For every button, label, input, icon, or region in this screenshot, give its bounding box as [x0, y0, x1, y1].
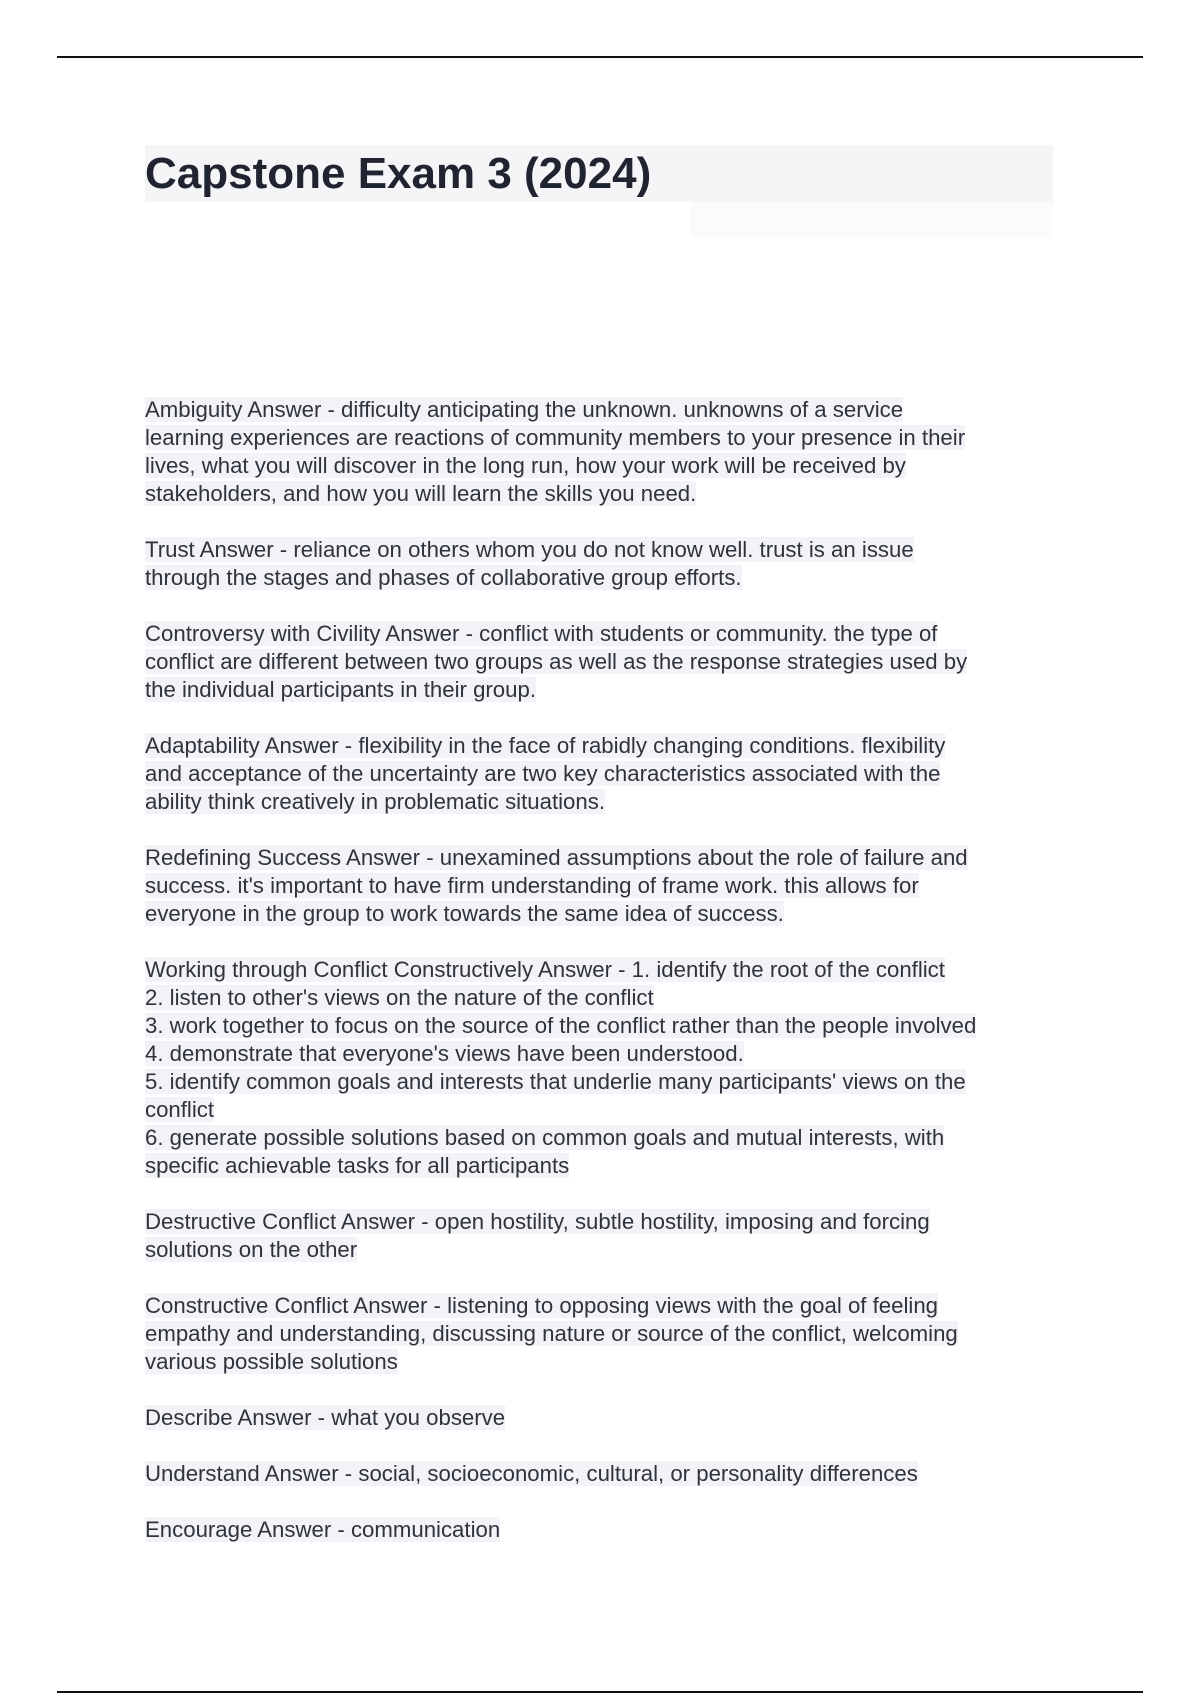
qa-line-text: empathy and understanding, discussing nature or source of the conflict, welcoming — [145, 1321, 958, 1346]
qa-list — [145, 396, 1070, 1572]
qa-line — [145, 620, 1070, 648]
qa-entry — [145, 620, 1070, 704]
qa-line-text: various possible solutions — [145, 1349, 398, 1374]
qa-line-text: Describe Answer - what you observe — [145, 1405, 506, 1430]
qa-line-text: 6. generate possible solutions based on common goals and mutual interests, with — [145, 1125, 945, 1150]
qa-line — [145, 1124, 1070, 1152]
qa-line — [145, 1012, 1070, 1040]
qa-line-text: Destructive Conflict Answer - open hostility, subtle hostility, imposing and forcing — [145, 1209, 930, 1234]
qa-line-text: and acceptance of the uncertainty are two key characteristics associated with the — [145, 761, 941, 786]
qa-line-text: conflict are different between two groups as well as the response strategies used by — [145, 649, 968, 674]
qa-line-text: specific achievable tasks for all participants — [145, 1153, 570, 1178]
qa-line-text: Working through Conflict Constructively Answer - 1. identify the root of the conflict — [145, 957, 945, 982]
qa-line — [145, 1320, 1070, 1348]
qa-line — [145, 452, 1070, 480]
qa-line-text: 4. demonstrate that everyone's views have been understood. — [145, 1041, 744, 1066]
qa-line — [145, 1292, 1070, 1320]
qa-line-text: ability think creatively in problematic situations. — [145, 789, 605, 814]
qa-entry — [145, 536, 1070, 592]
qa-line-text: Understand Answer - social, socioeconomic, cultural, or personality differences — [145, 1461, 918, 1486]
qa-line-text: 5. identify common goals and interests that underlie many participants' views on the — [145, 1069, 966, 1094]
qa-line — [145, 676, 1070, 704]
document-title: Capstone Exam 3 (2024) — [145, 149, 652, 198]
qa-line — [145, 1208, 1070, 1236]
qa-line — [145, 1460, 1070, 1488]
qa-line-text: success. it's important to have firm understanding of frame work. this allows for — [145, 873, 919, 898]
qa-line — [145, 732, 1070, 760]
qa-entry — [145, 844, 1070, 928]
qa-line — [145, 1516, 1070, 1544]
qa-line — [145, 1404, 1070, 1432]
qa-line-text: Constructive Conflict Answer - listening to opposing views with the goal of feeling — [145, 1293, 938, 1318]
qa-line-text: everyone in the group to work towards the same idea of success. — [145, 901, 784, 926]
qa-line — [145, 1152, 1070, 1180]
qa-line-text: Encourage Answer - communication — [145, 1517, 501, 1542]
qa-line-text: Trust Answer - reliance on others whom you do not know well. trust is an issue — [145, 537, 914, 562]
qa-line — [145, 648, 1070, 676]
qa-entry — [145, 1404, 1070, 1432]
qa-line — [145, 536, 1070, 564]
qa-entry — [145, 1292, 1070, 1376]
qa-line-text: conflict — [145, 1097, 215, 1122]
qa-line — [145, 984, 1070, 1012]
qa-line — [145, 424, 1070, 452]
top-rule — [57, 56, 1143, 58]
qa-line — [145, 1040, 1070, 1068]
title-highlight-tail — [690, 202, 1053, 238]
qa-line — [145, 396, 1070, 424]
qa-line-text: through the stages and phases of collaborative group efforts. — [145, 565, 742, 590]
qa-line — [145, 480, 1070, 508]
qa-line — [145, 788, 1070, 816]
qa-line — [145, 1068, 1070, 1096]
qa-line-text: 2. listen to other's views on the nature of the conflict — [145, 985, 654, 1010]
qa-line-text: Adaptability Answer - flexibility in the face of rabidly changing conditions. flexibility — [145, 733, 946, 758]
qa-entry — [145, 956, 1070, 1180]
qa-line — [145, 844, 1070, 872]
qa-line — [145, 760, 1070, 788]
qa-line — [145, 1236, 1070, 1264]
qa-entry — [145, 1208, 1070, 1264]
bottom-rule — [57, 1691, 1143, 1693]
qa-line-text: Ambiguity Answer - difficulty anticipating the unknown. unknowns of a service — [145, 397, 904, 422]
qa-line — [145, 900, 1070, 928]
qa-line-text: stakeholders, and how you will learn the skills you need. — [145, 481, 697, 506]
qa-entry — [145, 396, 1070, 508]
qa-line-text: lives, what you will discover in the long run, how your work will be received by — [145, 453, 906, 478]
qa-line-text: 3. work together to focus on the source of the conflict rather than the people involved — [145, 1013, 977, 1038]
qa-entry — [145, 1516, 1070, 1544]
qa-line-text: solutions on the other — [145, 1237, 358, 1262]
qa-line — [145, 956, 1070, 984]
qa-entry — [145, 732, 1070, 816]
qa-line — [145, 872, 1070, 900]
qa-line-text: Controversy with Civility Answer - conflict with students or community. the type of — [145, 621, 938, 646]
qa-line-text: the individual participants in their group. — [145, 677, 536, 702]
qa-line-text: learning experiences are reactions of community members to your presence in their — [145, 425, 966, 450]
qa-line-text: Redefining Success Answer - unexamined assumptions about the role of failure and — [145, 845, 968, 870]
qa-line — [145, 1348, 1070, 1376]
qa-line — [145, 564, 1070, 592]
qa-line — [145, 1096, 1070, 1124]
qa-entry — [145, 1460, 1070, 1488]
